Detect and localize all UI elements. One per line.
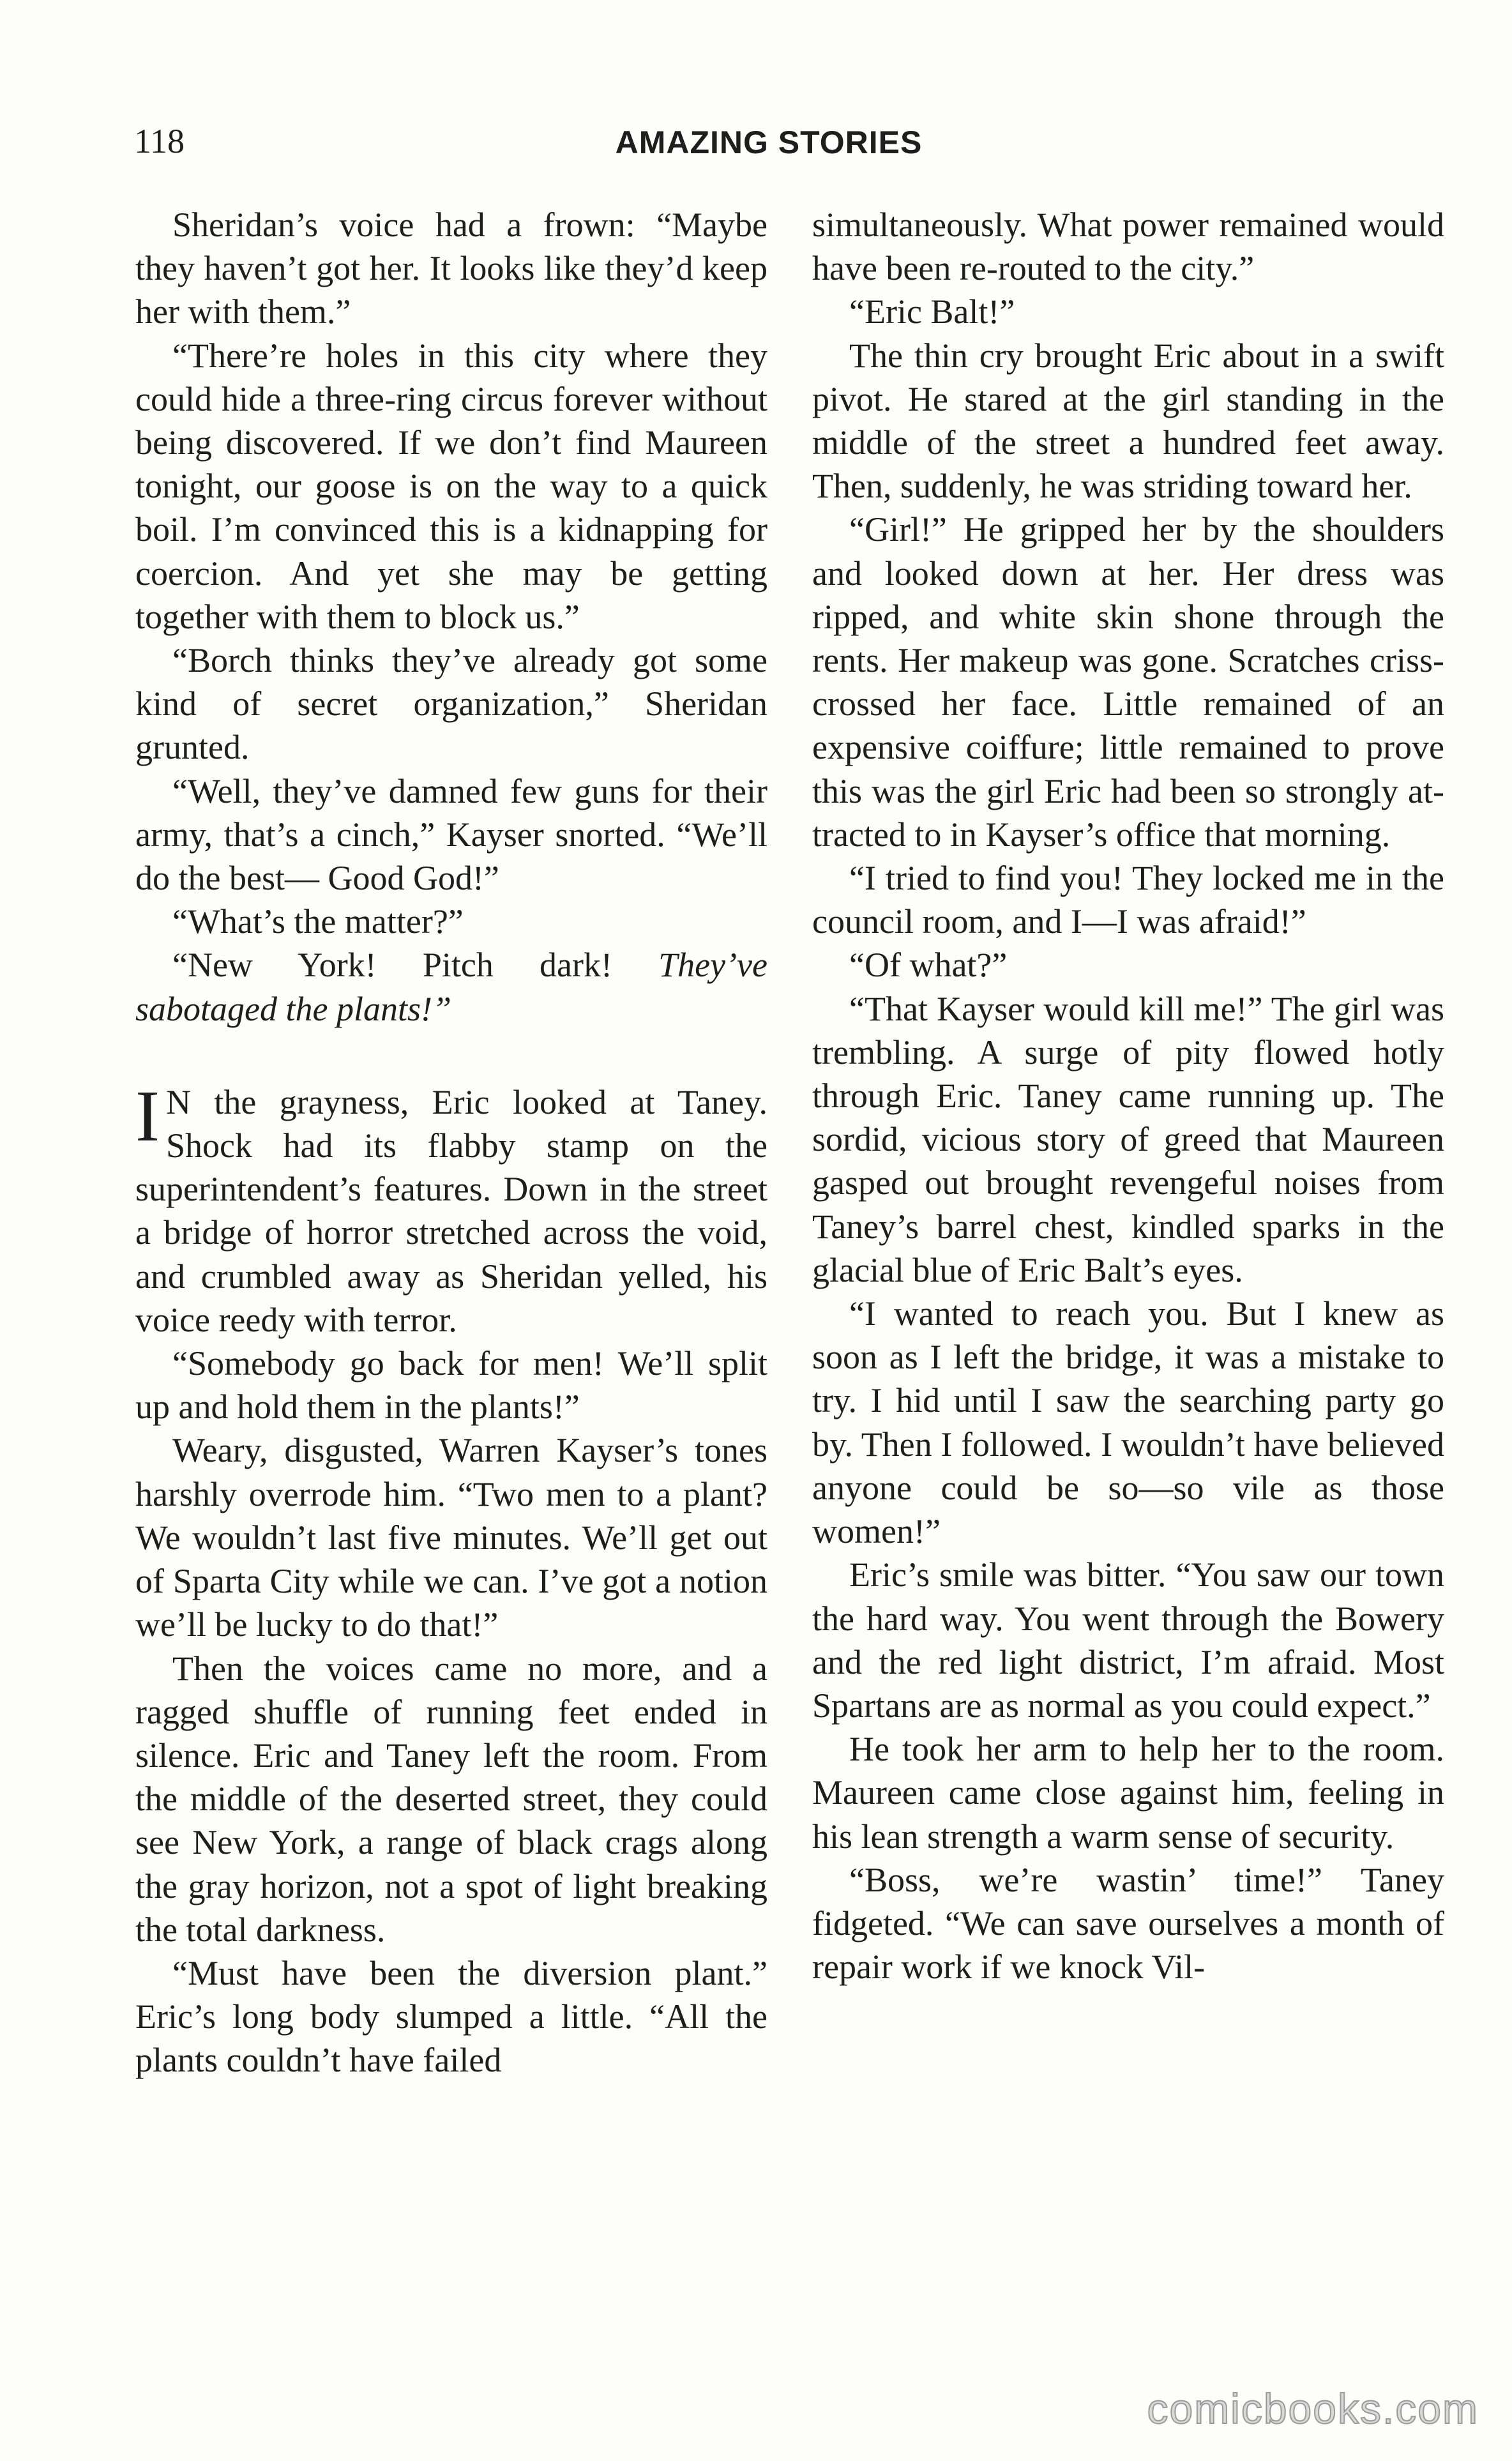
page-number: 118: [134, 122, 185, 160]
paragraph: “I wanted to reach you. But I knew as soon as I left the bridge, it was a mistake to try. I hid until I saw the searching party go by. Then I followed. I wouldn’t have believed anyone could be so—so vile as those women!”: [812, 1294, 1444, 1551]
page-header: [0, 121, 1512, 172]
paragraph: Weary, disgusted, Warren Kayser’s tones harshly overrode him. “Two men to a plant? We wouldn’t last five minutes. We’ll get out of Sparta City while we can. I’ve got a notion we’ll be lucky to do that!”: [135, 1431, 767, 1644]
paragraph: “I tried to find you! They locked me in the council room, and I—I was afraid!”: [812, 859, 1444, 941]
right-column: [812, 203, 1444, 1988]
dialogue-text: “New York! Pitch dark!: [172, 946, 659, 985]
paragraph: “Boss, we’re wastin’ time!” Taney fidgeted. “We can save ourselves a month of repair work if we knock Vil-: [812, 1860, 1444, 1987]
paragraph: “That Kayser would kill me!” The girl was trembling. A surge of pity flowed hotly through Eric. Taney came running up. The sordid, vicious story of greed that Maureen gasped out brought revengeful noises from Taney’s barrel chest, kindled sparks in the glacial blue of Eric Balt’s eyes.: [812, 989, 1444, 1289]
continued-paragraph: simultaneously. What power remained would have been re-routed to the city.”: [812, 206, 1444, 288]
paragraph: “Girl!” He gripped her by the shoulders and looked down at her. Her dress was ripped, and white skin shone through the rents. Her makeup was gone. Scratches criss-crossed her face. Little remained of an expensive coiffure; little remained to prove this was the girl Eric had been so strongly attracted to in Kayser’s office that morning.: [812, 510, 1444, 854]
paragraph: [135, 943, 767, 1030]
paragraph: He took her arm to help her to the room. Maureen came close against him, feeling in his lean strength a warm sense of security.: [812, 1730, 1444, 1856]
paragraph: “Eric Balt!”: [849, 292, 1015, 331]
paragraph: “Somebody go back for men! We’ll split up and hold them in the plants!”: [135, 1344, 767, 1427]
paragraph: “Must have been the diversion plant.” Eric’s long body slumped a little. “All the plants couldn’t have failed: [135, 1953, 767, 2080]
running-title: AMAZING STORIES: [615, 125, 923, 160]
paragraph: “What’s the matter?”: [172, 902, 464, 941]
paragraph: “Borch thinks they’ve already got some kind of secret organization,” Sheridan grunted.: [135, 641, 767, 767]
section-opening-paragraph: [135, 1075, 767, 1342]
paragraph: “There’re holes in this city where they could hide a three-ring circus forever without being discovered. If we don’t find Maureen tonight, our goose is on the way to a quick boil. I’m convinced this is a kidnapping for coercion. And yet she may be getting together with them to block us.”: [135, 336, 767, 636]
italic-dialogue-text: They’ve sabotaged the plants!”: [135, 946, 767, 1028]
left-column: [135, 203, 767, 2082]
drop-cap: I: [135, 1075, 160, 1156]
paragraph: Then the voices came no more, and a ragged shuffle of running feet ended in silence. Eric and Taney left the room. From the middle of the deserted street, they could see New York, a range of black crags along the gray horizon, not a spot of light breaking the total darkness.: [135, 1649, 767, 1949]
paragraph: “Of what?”: [849, 946, 1008, 985]
paragraph: “Well, they’ve damned few guns for their army, that’s a cinch,” Kayser snorted. “We’ll do the best— Good God!”: [135, 771, 767, 898]
paragraph-text: N the grayness, Eric looked at Taney. Shock had its flabby stamp on the superintendent’s features. Down in the street a bridge of horror stretched across the void, and crumbled away as Sheridan yelled, his voice reedy with terror.: [135, 1082, 767, 1339]
watermark: comicbooks.com: [1147, 2385, 1479, 2432]
paragraph: Eric’s smile was bitter. “You saw our town the hard way. You went through the Bowery and the red light district, I’m afraid. Most Spartans are as normal as you could expect.”: [812, 1556, 1444, 1725]
paragraph: Sheridan’s voice had a frown: “Maybe they haven’t got her. It looks like they’d keep her with them.”: [135, 206, 767, 331]
paragraph: The thin cry brought Eric about in a swift pivot. He stared at the girl standing in the middle of the street a hundred feet away. Then, suddenly, he was striding toward her.: [812, 336, 1444, 506]
